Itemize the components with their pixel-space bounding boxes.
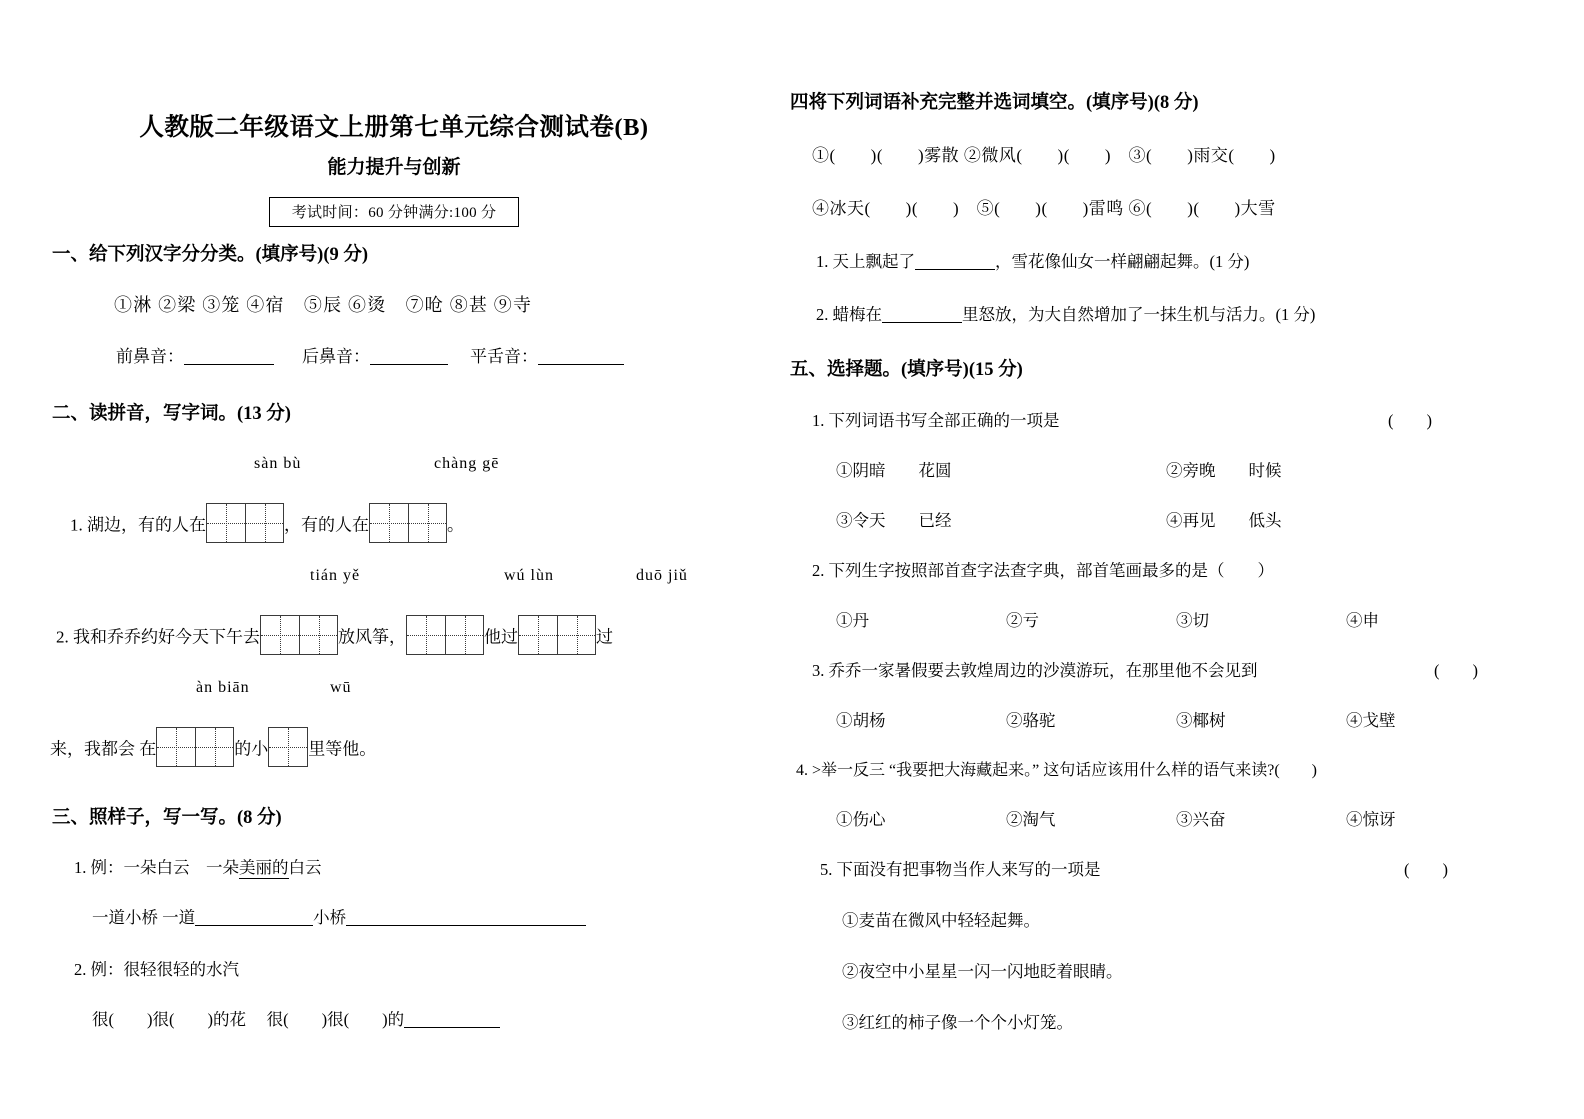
section-3-q1-blank-2[interactable]	[346, 925, 586, 926]
section-2-q1-text-a: 1. 湖边，有的人在	[70, 515, 206, 535]
right-column	[790, 0, 1530, 1119]
section-2-q2-text-c: 他过	[484, 627, 518, 647]
section-4-fill-1-text-a: 1. 天上飘起了	[816, 252, 915, 271]
section-4-fill-2-blank[interactable]	[882, 322, 962, 323]
exam-info-box: 考试时间：60 分钟满分:100 分	[269, 197, 520, 227]
section-4-idioms-row-2[interactable]: ④冰天( )( ) ⑤( )( )雷鸣 ⑥( )( )大雪	[812, 199, 1276, 218]
pinyin-wu-lun: wú lùn	[504, 567, 554, 584]
section-5-q3-answer-paren[interactable]: ( )	[1434, 661, 1478, 680]
section-4-fill-1-text-b: ，雪花像仙女一样翩翩起舞。(1 分)	[995, 252, 1250, 271]
section-2-q3-text-a: 来，我都会 在	[50, 739, 157, 759]
section-5-q5-stem: 5. 下面没有把事物当作人来写的一项是	[820, 860, 1101, 879]
section-1-heading: 一、给下列汉字分分类。(填序号)(9 分)	[52, 245, 369, 265]
section-5-q1-answer-paren[interactable]: ( )	[1388, 411, 1432, 430]
tianzige-wu[interactable]	[268, 727, 308, 767]
pinyin-chang-ge: chàng gē	[434, 455, 500, 472]
tianzige-duo-jiu[interactable]	[518, 615, 596, 655]
section-5-q4-option-4[interactable]: ④惊讶	[1346, 810, 1396, 829]
section-5-q4-option-1[interactable]: ①伤心	[836, 810, 886, 829]
pinyin-an-bian: àn biān	[196, 679, 250, 696]
section-5-q2-option-4[interactable]: ④申	[1346, 611, 1379, 630]
section-5-q3-option-2[interactable]: ②骆驼	[1006, 711, 1056, 730]
section-2-q3-pinyin-row	[44, 679, 744, 705]
tianzige-tian-ye[interactable]	[260, 615, 338, 655]
section-5-q3-options-row	[836, 707, 1530, 731]
section-1-character-list: ①淋 ②梁 ③笼 ④宿 ⑤辰 ⑥烫 ⑦呛 ⑧甚 ⑨寺	[114, 295, 533, 315]
section-5-q3-stem: 3. 乔乔一家暑假要去敦煌周边的沙漠游玩，在那里他不会见到	[812, 661, 1258, 680]
section-5-q5-item-1[interactable]: ①麦苗在微风中轻轻起舞。	[842, 911, 1040, 930]
section-3-q1-answer-b: 小桥	[313, 908, 347, 927]
section-5-q1-option-4[interactable]: ④再见 低头	[1166, 511, 1282, 530]
section-4-idioms-row-1[interactable]: ①( )( )雾散 ②微风( )( ) ③( )雨交( )	[812, 146, 1276, 165]
section-5-q3-option-3[interactable]: ③椰树	[1176, 711, 1226, 730]
section-5-q2-option-1[interactable]: ①丹	[836, 611, 869, 630]
section-4-fill-2-text-b: 里怒放，为大自然增加了一抹生机与活力。(1 分)	[962, 305, 1316, 324]
pinyin-tian-ye: tián yě	[310, 567, 361, 584]
section-5-q1-stem-row	[812, 407, 1530, 431]
section-5-q4-stem[interactable]: 4. >举一反三 “我要把大海藏起来。” 这句话应该用什么样的语气来读?( )	[796, 762, 1317, 779]
front-nasal-label: 前鼻音：	[116, 347, 184, 366]
pinyin-wu: wū	[330, 679, 352, 696]
exam-info-wrapper	[44, 197, 744, 227]
section-5-q5-item-3[interactable]: ③红红的柿子像一个个小灯笼。	[842, 1013, 1073, 1032]
section-4-fill-2	[816, 301, 1530, 325]
tianzige-an-bian[interactable]	[156, 727, 234, 767]
section-3-q2-example: 2. 例：很轻很轻的水汽	[74, 960, 239, 979]
section-2-q1-text-b: ，有的人在	[284, 515, 369, 535]
pinyin-san-bu: sàn bù	[254, 455, 302, 472]
section-2-q2-sentence	[56, 615, 744, 655]
section-5-q1-option-3[interactable]: ③令天 已经	[836, 511, 952, 530]
section-5-q5-stem-row	[820, 856, 1530, 880]
section-1-answer-row	[116, 342, 744, 367]
section-2-heading: 二、读拼音，写字词。(13 分)	[52, 404, 291, 424]
section-5-q2-stem[interactable]: 2. 下列生字按照部首查字法查字典，部首笔画最多的是（ ）	[812, 561, 1274, 580]
section-5-q1-options-row-1	[836, 457, 1530, 481]
left-column	[44, 0, 744, 1119]
section-5-q5-item-2[interactable]: ②夜空中小星星一闪一闪地眨着眼睛。	[842, 962, 1123, 981]
section-4-heading: 四将下列词语补充完整并选词填空。(填序号)(8 分)	[790, 93, 1199, 113]
back-nasal-blank[interactable]	[370, 364, 448, 365]
page-subtitle: 能力提升与创新	[327, 157, 461, 178]
section-5-q4-options-row	[836, 806, 1530, 830]
section-5-q1-options-row-2	[836, 507, 1530, 531]
section-4-fill-1	[816, 248, 1530, 272]
section-2-q3-text-b: 的小	[234, 739, 269, 759]
section-5-q3-stem-row	[812, 657, 1530, 681]
section-5-q1-stem: 1. 下列词语书写全部正确的一项是	[812, 411, 1060, 430]
section-3-q2-blank[interactable]	[404, 1027, 500, 1028]
section-4-fill-1-blank[interactable]	[915, 269, 995, 270]
section-5-q1-option-2[interactable]: ②旁晚 时候	[1166, 461, 1282, 480]
flat-tongue-blank[interactable]	[538, 364, 624, 365]
section-2-q2-pinyin-row	[44, 567, 744, 593]
section-2-q2-text-a: 2. 我和乔乔约好今天下午去	[56, 627, 260, 647]
front-nasal-blank[interactable]	[184, 364, 274, 365]
section-2-q3-text-c: 里等他。	[308, 739, 377, 759]
section-3-q1-blank-1[interactable]	[195, 925, 313, 926]
section-3-q2-answer-text: 很( )很( )的花 很( )很( )的	[92, 1010, 405, 1029]
page-title: 人教版二年级语文上册第七单元综合测试卷(B)	[139, 114, 649, 141]
section-3-q1-example-suffix: 白云	[288, 858, 322, 877]
tianzige-chang-ge[interactable]	[369, 503, 447, 543]
section-5-q5-answer-paren[interactable]: ( )	[1404, 860, 1448, 879]
section-5-q4-option-3[interactable]: ③兴奋	[1176, 810, 1226, 829]
section-5-q3-option-1[interactable]: ①胡杨	[836, 711, 886, 730]
section-2-q3-sentence	[50, 727, 744, 767]
flat-tongue-label: 平舌音：	[470, 347, 538, 366]
section-3-heading: 三、照样子，写一写。(8 分)	[52, 808, 282, 828]
section-5-q2-option-2[interactable]: ②亏	[1006, 611, 1039, 630]
section-3-q1-answer-row	[92, 904, 744, 928]
back-nasal-label: 后鼻音：	[302, 347, 370, 366]
section-3-q1-example-prefix: 1. 例：一朵白云 一朵	[74, 858, 239, 877]
section-2-q1-text-c: 。	[447, 515, 464, 535]
section-2-q2-text-b: 放风筝，	[338, 627, 406, 647]
tianzige-wu-lun[interactable]	[406, 615, 484, 655]
section-5-heading: 五、选择题。(填序号)(15 分)	[790, 360, 1023, 380]
section-5-q2-option-3[interactable]: ③切	[1176, 611, 1209, 630]
section-3-q1-answer-a: 一道小桥 一道	[92, 908, 196, 927]
pinyin-duo-jiu: duō jiǔ	[636, 567, 688, 584]
section-5-q2-options-row	[836, 607, 1530, 631]
section-3-q1-example-underlined: 美丽的	[239, 858, 289, 877]
section-5-q4-option-2[interactable]: ②淘气	[1006, 810, 1056, 829]
section-5-q1-option-1[interactable]: ①阴暗 花圆	[836, 461, 952, 480]
section-2-q1-pinyin-row	[44, 455, 744, 481]
section-3-q1-example	[74, 854, 744, 878]
section-3-q2-answer-row	[92, 1006, 744, 1030]
tianzige-san-bu[interactable]	[206, 503, 284, 543]
section-2-q2-text-d: 过	[596, 627, 613, 647]
section-5-q3-option-4[interactable]: ④戈壁	[1346, 711, 1396, 730]
section-2-q1-sentence	[70, 503, 744, 543]
section-4-fill-2-text-a: 2. 蜡梅在	[816, 305, 882, 324]
